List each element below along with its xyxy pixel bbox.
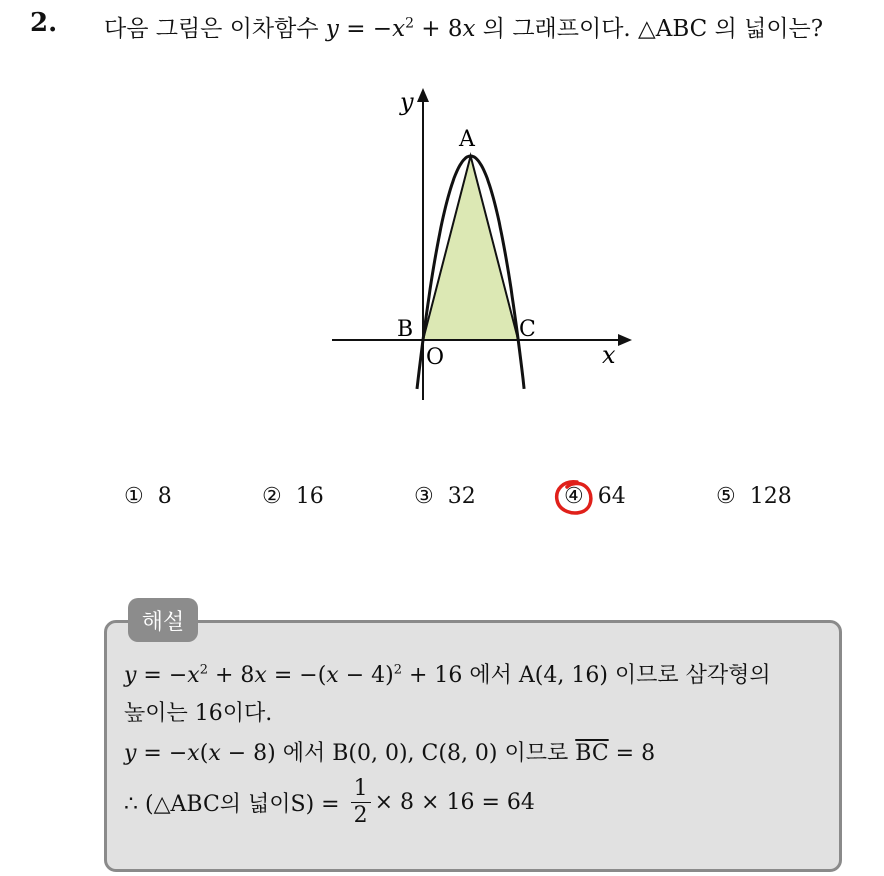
selected-answer-circle bbox=[553, 478, 595, 518]
solution-line-3: y = −x(x − 8) 에서 B(0, 0), C(8, 0) 이므로 $\overline{BC} = 8$ bbox=[124, 741, 656, 766]
point-c-label: C bbox=[519, 317, 536, 342]
solution-line-2: 높이는 16이다. bbox=[124, 701, 273, 726]
origin-label: O bbox=[426, 345, 445, 370]
x-axis-arrow bbox=[618, 334, 632, 346]
y-axis-arrow bbox=[417, 88, 429, 102]
fraction-half: $\frac{1}{2}$ bbox=[351, 776, 371, 829]
choice-4[interactable]: ④ 64 bbox=[564, 484, 626, 509]
point-a-label: A bbox=[459, 127, 475, 152]
solution-line-1: $y = -x^2 + 8x = -(x - 4)^2 + 16$ 에서 A(4, 16) 이므로 삼각형의 bbox=[124, 662, 771, 688]
question-text: 다음 그림은 이차함수 $y = -x^2 + 8x$ 의 그래프이다. △ABC 의 넓이는? bbox=[104, 15, 824, 42]
parabola-graph bbox=[320, 80, 640, 410]
solution-tag: 해설 bbox=[128, 598, 198, 642]
choice-3[interactable]: ③ 32 bbox=[414, 484, 476, 509]
choice-1[interactable]: ① 8 bbox=[124, 484, 172, 509]
x-axis-label: x bbox=[602, 341, 616, 369]
choice-5[interactable]: ⑤ 128 bbox=[716, 484, 792, 509]
choice-2[interactable]: ② 16 bbox=[262, 484, 324, 509]
question-number: 2. bbox=[30, 8, 58, 38]
solution-line-4: ∴ (△ABC의 넓이S) = $\frac{1}{2}$ × 8 × 16 = 64 bbox=[124, 776, 535, 828]
point-b-label: B bbox=[397, 317, 414, 342]
y-axis-label: y bbox=[400, 88, 414, 116]
